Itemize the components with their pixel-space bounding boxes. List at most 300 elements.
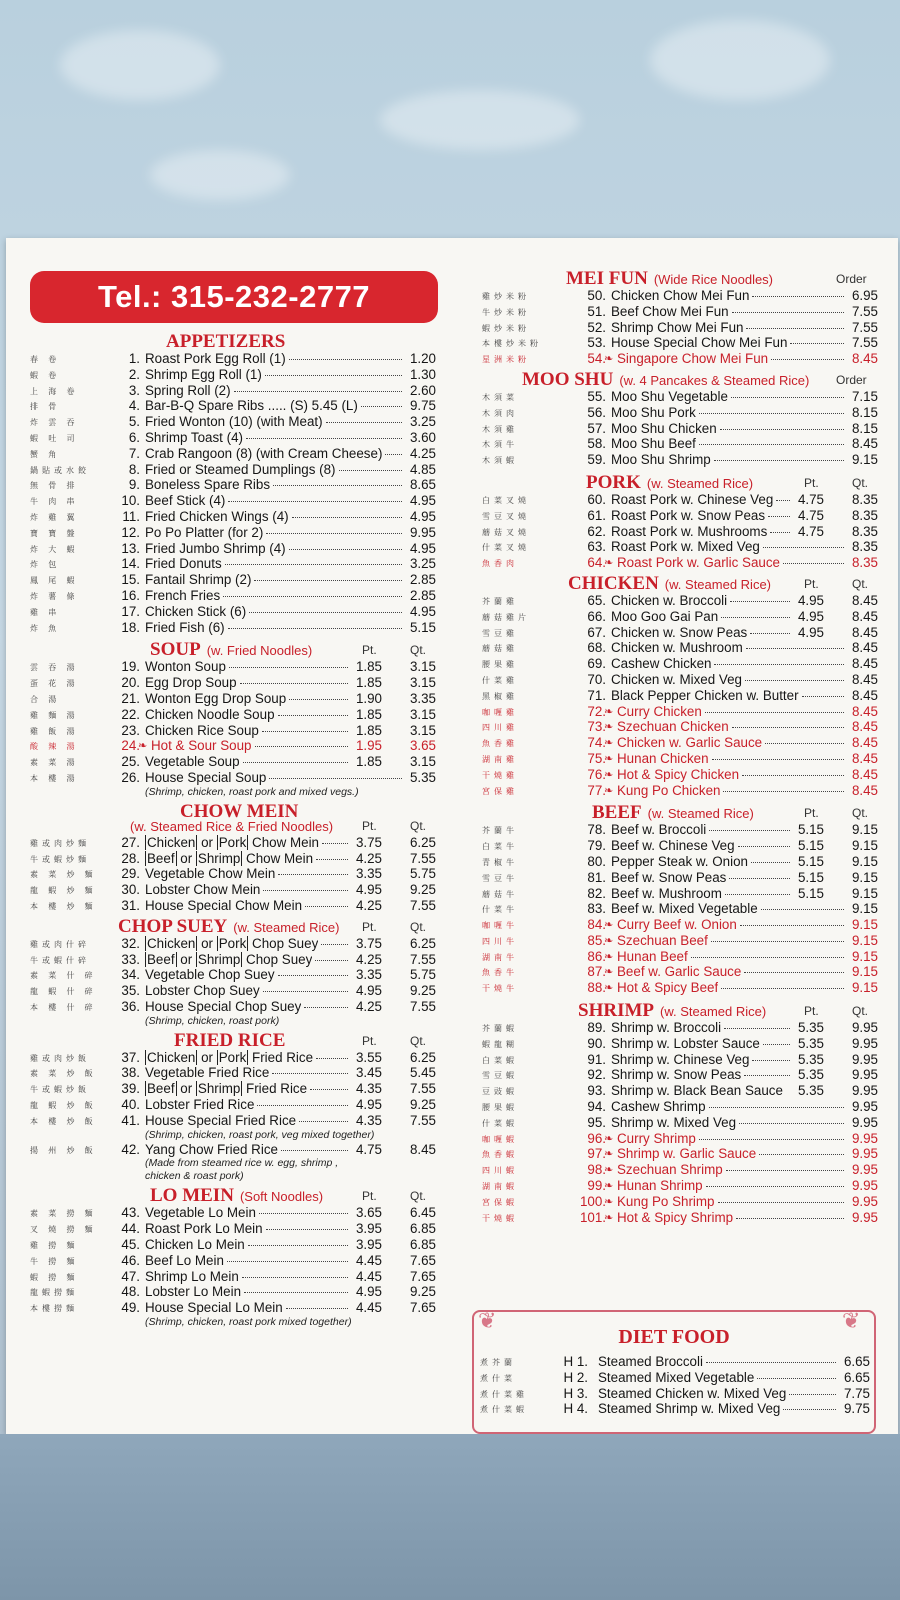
chinese-name: 無 骨 排 (30, 481, 79, 491)
item-number: 37. (121, 1049, 140, 1065)
qt-price: 9.15 (851, 964, 878, 980)
diet-item-row (480, 1354, 872, 1370)
item-number: 64. (587, 555, 606, 571)
item-number: H 3. (563, 1385, 588, 1401)
leader-dots (305, 906, 348, 907)
menu-item-row (482, 1115, 900, 1131)
item-name: House Special Fried Rice (145, 1112, 297, 1128)
menu-item-row (30, 414, 444, 430)
menu-item-row (30, 367, 444, 383)
menu-item-row (30, 952, 444, 968)
item-name: Lobster Chow Mein (145, 882, 261, 898)
item-name: Steamed Chicken w. Mixed Veg (598, 1385, 787, 1401)
item-number: 20. (121, 675, 140, 691)
qt-price: 4.95 (409, 603, 436, 619)
pepper-icon: ❧ (604, 768, 614, 781)
qt-price: 2.60 (409, 382, 436, 398)
menu-item-row (482, 1099, 900, 1115)
item-name: Shrimp Lo Mein (145, 1268, 239, 1284)
chinese-name: 炸 包 (30, 560, 61, 570)
qt-price: 8.45 (851, 703, 878, 719)
item-name (145, 1050, 313, 1065)
item-number: 58. (587, 436, 606, 452)
pt-price: 4.95 (797, 624, 824, 640)
item-name: Wonton Egg Drop Soup (145, 690, 287, 706)
leader-dots (699, 444, 844, 445)
item-name: Hot & Sour Soup (151, 738, 252, 754)
item-number: 59. (587, 452, 606, 468)
chinese-name: 雪豆雞 (482, 628, 518, 638)
chinese-name: 素 菜 湯 (30, 758, 79, 768)
chinese-name: 星洲米粉 (482, 355, 530, 365)
pt-price: 1.95 (355, 738, 382, 754)
qt-price: 7.55 (409, 850, 436, 866)
item-name: House Special Chow Mei Fun (611, 335, 788, 351)
pepper-icon: ❧ (604, 966, 614, 979)
leader-dots (706, 1186, 844, 1187)
price: 6.65 (843, 1354, 870, 1369)
pt-price: 3.95 (355, 1237, 382, 1253)
chinese-name: 什菜雞 (482, 675, 518, 685)
leader-dots (691, 957, 844, 958)
section-header-soup (30, 639, 444, 659)
pt-price: 4.35 (355, 1081, 382, 1097)
leader-dots (266, 1229, 348, 1230)
chinese-name: 本 樓 湯 (30, 773, 79, 783)
qt-price: 6.25 (409, 1049, 436, 1065)
item-name: Spring Roll (2) (145, 382, 231, 398)
chinese-name: 蝦龍糊 (482, 1039, 518, 1049)
chinese-name: 炸 魚 (30, 623, 61, 633)
qt-price: 8.45 (851, 687, 878, 703)
menu-item-row (30, 1065, 444, 1081)
pt-price: 3.65 (355, 1205, 382, 1221)
chinese-name: 干燒蝦 (482, 1213, 518, 1223)
leader-dots (718, 1202, 844, 1203)
chinese-name: 牛或蝦什碎 (30, 955, 90, 965)
item-number: 71. (587, 687, 606, 703)
section-title-text: PORK (586, 471, 641, 493)
chinese-name: 咖喱雞 (482, 707, 518, 717)
leader-dots (278, 874, 348, 875)
section-title-text: CHOW MEIN (180, 800, 299, 822)
menu-item-row (482, 593, 900, 609)
qt-price: 8.45 (851, 624, 878, 640)
item-name: Beef Stick (4) (145, 493, 226, 509)
item-note: (Made from steamed rice w. egg, shrimp , (145, 1157, 339, 1170)
menu-item-row (30, 691, 444, 707)
menu-item-row (30, 723, 444, 739)
qt-price: 6.45 (409, 1205, 436, 1221)
pt-price: 3.75 (355, 834, 382, 850)
qt-price: 5.75 (409, 866, 436, 882)
item-name: Moo Shu Vegetable (611, 388, 728, 404)
item-name: Hunan Shrimp (617, 1178, 703, 1194)
item-name: Moo Shu Shrimp (611, 452, 711, 468)
or-text: or (197, 1049, 217, 1065)
menu-item-row (30, 983, 444, 999)
pt-price: 1.85 (355, 675, 382, 691)
chinese-name: 雞 麵 湯 (30, 710, 79, 720)
chinese-name: 魚香牛 (482, 968, 518, 978)
menu-item-row (30, 509, 444, 525)
item-name: House Special Lo Mein (145, 1300, 283, 1316)
leader-dots (257, 1105, 348, 1106)
section-header-shrimp (482, 1000, 900, 1020)
item-number: 47. (121, 1268, 140, 1284)
price: 6.65 (843, 1369, 870, 1385)
chinese-name: 什菜蝦 (482, 1118, 518, 1128)
leader-dots (752, 1060, 790, 1061)
menu-item-row (482, 1067, 900, 1083)
chinese-name: 寶 寶 盤 (30, 528, 79, 538)
menu-item-row (30, 462, 444, 478)
leader-dots (746, 648, 844, 649)
item-name: Fried Fish (6) (145, 619, 225, 635)
pepper-icon: ❧ (604, 353, 614, 366)
leader-dots (304, 1007, 348, 1008)
leader-dots (255, 746, 348, 747)
qt-price: 8.45 (851, 671, 878, 687)
leader-dots (263, 991, 348, 992)
leader-dots (736, 1218, 844, 1219)
pt-price: 4.75 (797, 523, 824, 539)
item-number: 86. (587, 948, 606, 964)
chinese-name: 雞 串 (30, 607, 61, 617)
item-number: 72. (587, 703, 606, 719)
leader-dots (263, 890, 348, 891)
pint-header: Pt. (362, 1033, 377, 1048)
pepper-icon: ❧ (604, 752, 614, 765)
item-name: Beef Lo Mein (145, 1252, 224, 1268)
leader-dots (770, 532, 790, 533)
qt-price: 8.45 (851, 782, 878, 798)
quart-header: Qt. (852, 475, 869, 490)
qt-price: 9.95 (851, 1020, 878, 1036)
qt-price: 4.25 (409, 445, 436, 461)
leader-dots (709, 830, 790, 831)
menu-item-row (482, 1020, 900, 1036)
item-name: Kung Po Shrimp (617, 1193, 715, 1209)
item-name: Crab Rangoon (8) (with Cream Cheese) (145, 445, 383, 461)
qt-price: 1.20 (409, 351, 436, 366)
qt-price: 9.75 (409, 398, 436, 414)
leader-dots (262, 731, 348, 732)
leader-dots (746, 328, 844, 329)
or-text: or (176, 1081, 196, 1097)
menu-item-row (482, 822, 900, 838)
section-header-pork (482, 472, 900, 492)
item-name: Fried Wonton (10) (with Meat) (145, 414, 323, 430)
leader-dots (776, 500, 790, 501)
leader-dots (228, 628, 402, 629)
chinese-name: 蘑菇雞 (482, 644, 518, 654)
quart-header: Qt. (852, 576, 869, 591)
item-number: 41. (121, 1112, 140, 1128)
quart-header: Order (836, 372, 867, 387)
qt-price: 3.35 (409, 690, 436, 706)
leader-dots (240, 683, 348, 684)
chinese-name: 蝦 撈 麵 (30, 1272, 79, 1282)
item-name: Moo Shu Pork (611, 404, 696, 420)
qt-price: 4.95 (409, 540, 436, 556)
pepper-icon: ❧ (604, 1148, 614, 1161)
item-number: 10. (121, 493, 140, 509)
leader-dots (732, 727, 844, 728)
quart-header: Qt. (410, 1189, 427, 1204)
menu-item-row (482, 1146, 900, 1162)
item-number: 80. (587, 853, 606, 869)
qt-price: 9.15 (851, 853, 878, 869)
item-number: 40. (121, 1097, 140, 1113)
pt-price: 1.90 (355, 690, 382, 706)
menu-item-row (482, 452, 900, 468)
item-name: Fantail Shrimp (2) (145, 572, 252, 588)
option-box: Beef (147, 951, 175, 967)
qt-price: 8.45 (851, 608, 878, 624)
item-number: 52. (587, 319, 606, 335)
item-name: Chicken Stick (6) (145, 603, 247, 619)
menu-item-row (30, 1221, 444, 1237)
chinese-name: 龍 蝦 炒 飯 (30, 1101, 97, 1111)
qt-price: 4.95 (409, 508, 436, 524)
menu-item-row (482, 870, 900, 886)
quart-header: Qt. (852, 1004, 869, 1019)
menu-item-row (30, 604, 444, 620)
leader-dots (385, 454, 402, 455)
chinese-name: 雞或肉什碎 (30, 939, 90, 949)
qt-price: 9.15 (851, 885, 878, 901)
item-number: 78. (587, 822, 606, 838)
pt-price: 3.35 (355, 866, 382, 882)
qt-price: 8.45 (851, 750, 878, 766)
pt-price: 5.35 (797, 1067, 824, 1083)
leader-dots (714, 664, 844, 665)
item-name: Chicken w. Broccoli (611, 592, 728, 608)
chinese-name: 煮什菜雞 (480, 1389, 528, 1399)
chinese-name: 腰果雞 (482, 660, 518, 670)
chinese-name: 白菜叉燒 (482, 495, 530, 505)
pepper-icon: ❧ (604, 705, 614, 718)
diet-item-row (480, 1386, 872, 1402)
item-name: House Special Chow Mein (145, 897, 303, 913)
pt-price: 4.95 (797, 608, 824, 624)
item-number: 12. (121, 524, 140, 540)
menu-item-row (482, 980, 900, 996)
leader-dots (310, 1089, 348, 1090)
item-number: 55. (587, 388, 606, 404)
leader-dots (750, 633, 790, 634)
leader-dots (266, 533, 402, 534)
section-note: (w. Steamed Rice) (233, 919, 340, 935)
item-name: Chicken w. Garlic Sauce (617, 735, 763, 751)
chinese-name: 干燒雞 (482, 770, 518, 780)
menu-item-row (482, 1131, 900, 1147)
pint-header: Pt. (804, 576, 819, 591)
pt-price: 1.85 (355, 706, 382, 722)
item-number: 87. (587, 964, 606, 980)
pt-price: 3.35 (355, 967, 382, 983)
leader-dots (714, 460, 844, 461)
item-name (145, 835, 319, 850)
item-number: 9. (128, 477, 140, 493)
qt-price: 6.25 (409, 935, 436, 951)
menu-item-row (30, 835, 444, 851)
item-number: 76. (587, 766, 606, 782)
pt-price: 4.75 (797, 491, 824, 507)
item-number: 21. (121, 690, 140, 706)
qt-price: 8.35 (851, 491, 878, 507)
item-name-rest: Fried Rice (242, 1081, 308, 1097)
menu-item-row (30, 866, 444, 882)
section-title-text: BEEF (592, 802, 642, 824)
item-number: 83. (587, 901, 606, 917)
menu-item-row (30, 1081, 444, 1097)
qt-price: 8.35 (851, 507, 878, 523)
chinese-name: 煮芥蘭 (480, 1358, 516, 1367)
chinese-name: 咖喱牛 (482, 921, 518, 931)
pepper-icon: ❧ (604, 950, 614, 963)
option-box: Shrimp (197, 850, 241, 866)
chinese-name: 炸 薯 條 (30, 591, 79, 601)
item-name: Chicken w. Snow Peas (611, 624, 748, 640)
chinese-name: 雞 撈 麵 (30, 1241, 79, 1251)
option-box: Pork (218, 935, 247, 951)
item-number: 99. (587, 1178, 606, 1194)
option-box: Chicken (147, 935, 196, 951)
item-name: Curry Chicken (617, 703, 702, 719)
item-name: Roast Pork w. Garlic Sauce (617, 555, 780, 571)
price: 7.75 (843, 1385, 870, 1401)
leader-dots (299, 1121, 348, 1122)
item-name: Chicken Rice Soup (145, 722, 259, 738)
qt-price: 5.75 (409, 967, 436, 983)
item-number: 17. (121, 603, 140, 619)
item-name: Shrimp w. Chinese Veg (611, 1051, 750, 1067)
qt-price: 9.25 (409, 983, 436, 999)
qt-price: 9.95 (851, 1146, 878, 1162)
qt-price: 9.15 (851, 948, 878, 964)
qt-price: 8.15 (851, 404, 878, 420)
qt-price: 8.45 (851, 719, 878, 735)
leader-dots (738, 846, 790, 847)
chinese-name: 黑椒雞 (482, 691, 518, 701)
qt-price: 9.25 (409, 1097, 436, 1113)
leader-dots (771, 359, 844, 360)
item-name: Chicken w. Mixed Veg (611, 671, 742, 687)
chinese-name: 煮什菜蝦 (480, 1405, 528, 1415)
section-header-chopsuey (30, 916, 444, 936)
chinese-name: 牛 肉 串 (30, 497, 79, 507)
leader-dots (316, 859, 348, 860)
quart-header: Qt. (410, 818, 427, 833)
option-box: Chicken (147, 1049, 196, 1065)
qt-price: 3.15 (409, 754, 436, 770)
qt-price: 8.45 (409, 1141, 436, 1157)
item-note: chicken & roast pork) (145, 1170, 244, 1183)
leader-dots (790, 343, 844, 344)
qt-price: 3.15 (409, 722, 436, 738)
item-number: 5. (128, 414, 140, 430)
chinese-name: 雪豆牛 (482, 873, 518, 883)
leader-dots (724, 1028, 790, 1029)
qt-price: 4.85 (409, 461, 436, 477)
pt-price: 5.15 (797, 853, 824, 869)
leader-dots (759, 1154, 844, 1155)
qt-price: 9.95 (409, 524, 436, 540)
chinese-name: 蘑菇雞片 (482, 612, 530, 622)
qt-price: 8.45 (851, 640, 878, 656)
item-name: Hot & Spicy Shrimp (617, 1209, 734, 1225)
section-note: (w. 4 Pancakes & Steamed Rice) (619, 372, 810, 388)
item-name: Steamed Mixed Vegetable (598, 1369, 755, 1385)
qt-price: 9.15 (851, 980, 878, 996)
leader-dots (223, 596, 402, 597)
section-title (166, 331, 285, 353)
qt-price: 9.95 (851, 1114, 878, 1130)
qt-price: 9.95 (851, 1099, 878, 1115)
pt-price: 5.15 (797, 885, 824, 901)
diet-item-row (480, 1401, 872, 1417)
chinese-name: 雞 飯 湯 (30, 726, 79, 736)
item-name: Shrimp w. Snow Peas (611, 1067, 742, 1083)
chinese-name: 龍蝦撈麵 (30, 1288, 78, 1298)
item-number: 63. (587, 539, 606, 555)
chinese-name: 合 湯 (30, 694, 61, 704)
item-name: Hunan Beef (617, 948, 688, 964)
item-number: 39. (121, 1081, 140, 1097)
pt-price: 4.75 (355, 1141, 382, 1157)
item-name: Lobster Fried Rice (145, 1097, 255, 1113)
leader-dots (259, 1213, 348, 1214)
leader-dots (228, 501, 402, 502)
pepper-icon: ❧ (604, 1180, 614, 1193)
qt-price: 4.95 (409, 493, 436, 509)
item-name: Roast Pork w. Mushrooms (611, 523, 768, 539)
pepper-icon: ❧ (604, 934, 614, 947)
leader-dots (272, 1073, 348, 1074)
leader-dots (249, 612, 402, 613)
menu-item-row (30, 383, 444, 399)
chinese-name: 魚香蝦 (482, 1150, 518, 1160)
leader-dots (789, 1394, 836, 1395)
item-number: 26. (121, 769, 140, 785)
item-name: Cashew Shrimp (611, 1099, 706, 1115)
chinese-name: 雪豆蝦 (482, 1071, 518, 1081)
pt-price: 1.85 (355, 722, 382, 738)
qt-price: 5.35 (409, 769, 436, 785)
option-box: Pork (218, 1049, 247, 1065)
item-number: 16. (121, 587, 140, 603)
chinese-name: 豆豉蝦 (482, 1087, 518, 1097)
chinese-name: 素 菜 撈 麵 (30, 1209, 97, 1219)
item-number: 61. (587, 507, 606, 523)
item-name: Fried Donuts (145, 556, 222, 572)
menu-item-row (30, 556, 444, 572)
menu-item-row (30, 446, 444, 462)
chinese-name: 鳳 尾 蝦 (30, 576, 79, 586)
chinese-name: 雲 吞 湯 (30, 663, 79, 673)
pepper-icon: ❧ (604, 1164, 614, 1177)
item-name: Roast Pork w. Snow Peas (611, 507, 766, 523)
item-note: (Shrimp, chicken, roast pork) (145, 1014, 280, 1027)
item-name: House Special Chop Suey (145, 998, 302, 1014)
chinese-name: 龍 蝦 什 碎 (30, 987, 97, 997)
item-name: French Fries (145, 587, 221, 603)
chinese-name: 雞炒米粉 (482, 292, 530, 301)
menu-page (6, 238, 898, 1434)
qt-price: 9.95 (851, 1178, 878, 1194)
